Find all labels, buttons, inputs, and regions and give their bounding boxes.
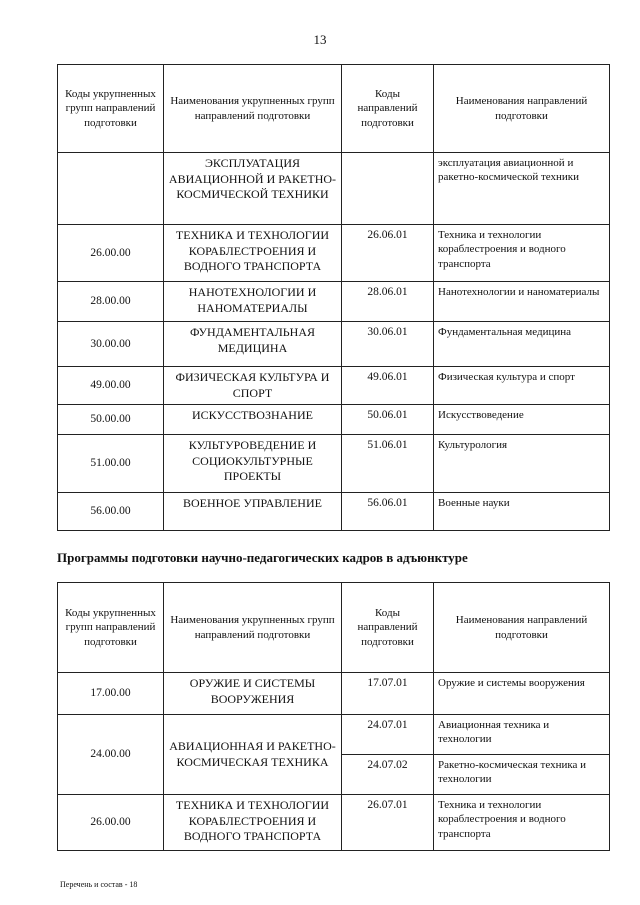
table-row <box>58 322 610 367</box>
table-adjunct-programs <box>57 582 610 851</box>
header-group-code: Коды укрупненных групп направлений подготовки <box>58 65 164 153</box>
direction-name-cell: Культурология <box>434 435 610 493</box>
direction-name-cell: Авиационная техника и технологии <box>434 715 610 755</box>
direction-code-cell <box>342 153 434 225</box>
direction-name-cell: эксплуатация авиационной и ракетно-космической техники <box>434 153 610 225</box>
group-code-cell: 26.00.00 <box>58 795 164 851</box>
group-name-cell: ОРУЖИЕ И СИСТЕМЫ ВООРУЖЕНИЯ <box>164 673 342 715</box>
group-name-cell: НАНОТЕХНОЛОГИИ И НАНОМАТЕРИАЛЫ <box>164 282 342 322</box>
header-group-name: Наименования укрупненных групп направлений подготовки <box>164 65 342 153</box>
header-group-name: Наименования укрупненных групп направлений подготовки <box>164 583 342 673</box>
direction-name-cell: Физическая культура и спорт <box>434 367 610 405</box>
direction-code-cell: 17.07.01 <box>342 673 434 715</box>
table-row <box>58 715 610 755</box>
group-name-cell: ИСКУССТВОЗНАНИЕ <box>164 405 342 435</box>
group-name-cell: ФИЗИЧЕСКАЯ КУЛЬТУРА И СПОРТ <box>164 367 342 405</box>
direction-name-cell: Военные науки <box>434 493 610 531</box>
header-direction-name: Наименования направлений подготовки <box>434 583 610 673</box>
table-row <box>58 153 610 225</box>
direction-name-cell: Нанотехнологии и наноматериалы <box>434 282 610 322</box>
direction-code-cell: 49.06.01 <box>342 367 434 405</box>
table-row <box>58 673 610 715</box>
table-row <box>58 405 610 435</box>
table-row <box>58 795 610 851</box>
group-code-cell: 51.00.00 <box>58 435 164 493</box>
table-postgraduate-programs <box>57 64 610 531</box>
page-number: 13 <box>313 32 327 47</box>
direction-code-cell: 24.07.01 <box>342 715 434 755</box>
group-name-cell: ВОЕННОЕ УПРАВЛЕНИЕ <box>164 493 342 531</box>
direction-code-cell: 26.06.01 <box>342 225 434 282</box>
direction-code-cell: 30.06.01 <box>342 322 434 367</box>
group-code-cell <box>58 153 164 225</box>
group-code-cell: 28.00.00 <box>58 282 164 322</box>
group-code-cell: 56.00.00 <box>58 493 164 531</box>
table-row <box>58 435 610 493</box>
direction-code-cell: 24.07.02 <box>342 755 434 795</box>
group-code-cell: 24.00.00 <box>58 715 164 795</box>
direction-name-cell: Искусствоведение <box>434 405 610 435</box>
direction-name-cell: Техника и технологии кораблестроения и водного транспорта <box>434 795 610 851</box>
table-header-row <box>58 65 610 153</box>
direction-code-cell: 26.07.01 <box>342 795 434 851</box>
group-code-cell: 26.00.00 <box>58 225 164 282</box>
group-name-cell: КУЛЬТУРОВЕДЕНИЕ И СОЦИОКУЛЬТУРНЫЕ ПРОЕКТЫ <box>164 435 342 493</box>
group-name-cell: АВИАЦИОННАЯ И РАКЕТНО-КОСМИЧЕСКАЯ ТЕХНИКА <box>164 715 342 795</box>
table-row <box>58 367 610 405</box>
group-name-cell: ТЕХНИКА И ТЕХНОЛОГИИ КОРАБЛЕСТРОЕНИЯ И ВОДНОГО ТРАНСПОРТА <box>164 225 342 282</box>
group-code-cell: 50.00.00 <box>58 405 164 435</box>
direction-code-cell: 56.06.01 <box>342 493 434 531</box>
section-heading: Программы подготовки научно-педагогических кадров в адъюнктуре <box>57 550 468 565</box>
direction-name-cell: Фундаментальная медицина <box>434 322 610 367</box>
direction-code-cell: 28.06.01 <box>342 282 434 322</box>
header-direction-code: Коды направлений подготовки <box>342 583 434 673</box>
direction-code-cell: 50.06.01 <box>342 405 434 435</box>
group-code-cell: 17.00.00 <box>58 673 164 715</box>
group-name-cell: ФУНДАМЕНТАЛЬНАЯ МЕДИЦИНА <box>164 322 342 367</box>
header-direction-code: Коды направлений подготовки <box>342 65 434 153</box>
group-name-cell: ТЕХНИКА И ТЕХНОЛОГИИ КОРАБЛЕСТРОЕНИЯ И ВОДНОГО ТРАНСПОРТА <box>164 795 342 851</box>
table-row <box>58 493 610 531</box>
group-code-cell: 30.00.00 <box>58 322 164 367</box>
table-header-row <box>58 583 610 673</box>
direction-name-cell: Ракетно-космическая техника и технологии <box>434 755 610 795</box>
group-name-cell: ЭКСПЛУАТАЦИЯ АВИАЦИОННОЙ И РАКЕТНО-КОСМИЧЕСКОЙ ТЕХНИКИ <box>164 153 342 225</box>
header-group-code: Коды укрупненных групп направлений подготовки <box>58 583 164 673</box>
direction-code-cell: 51.06.01 <box>342 435 434 493</box>
footer-text: Перечень и состав - 18 <box>60 880 138 889</box>
header-direction-name: Наименования направлений подготовки <box>434 65 610 153</box>
group-code-cell: 49.00.00 <box>58 367 164 405</box>
direction-name-cell: Оружие и системы вооружения <box>434 673 610 715</box>
table-row <box>58 282 610 322</box>
direction-name-cell: Техника и технологии кораблестроения и водного транспорта <box>434 225 610 282</box>
table-row <box>58 225 610 282</box>
